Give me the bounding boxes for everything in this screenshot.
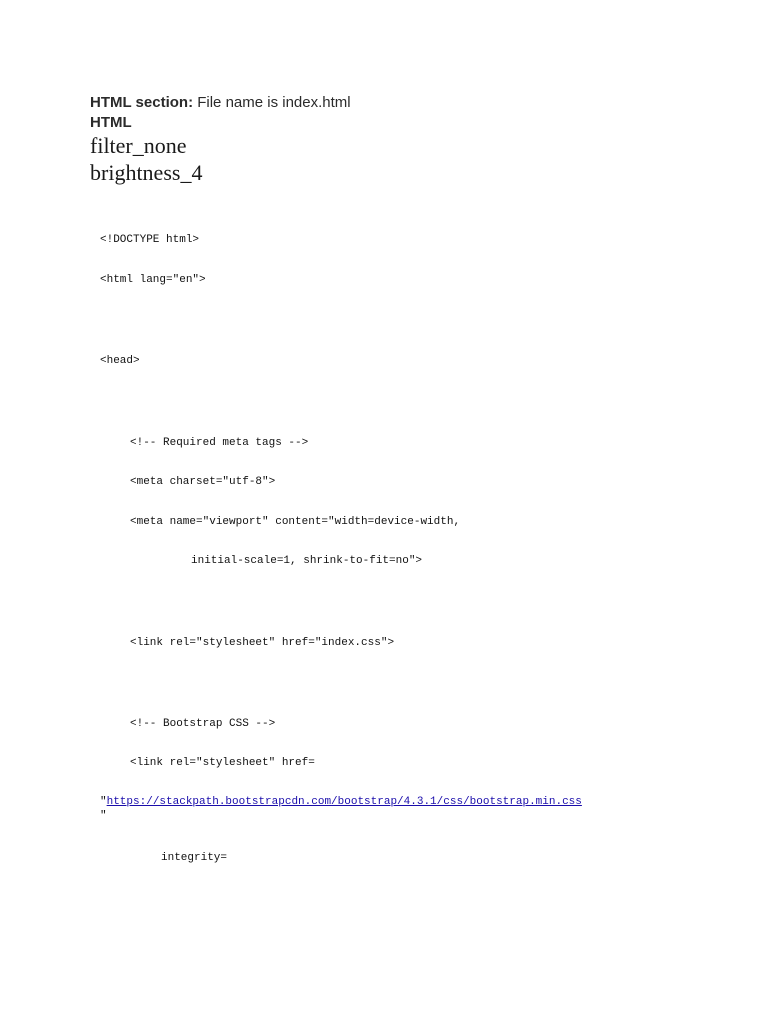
- section-filename-text: File name is index.html: [193, 94, 351, 111]
- code-line: <link rel="stylesheet" href=: [130, 757, 315, 769]
- code-line: <!-- Required meta tags -->: [130, 437, 309, 449]
- code-line: <link rel="stylesheet" href="index.css">: [130, 637, 395, 649]
- section-heading: [90, 94, 351, 112]
- code-line: <meta name="viewport" content="width=device-width,: [130, 516, 461, 528]
- code-line: <html lang="en">: [100, 274, 206, 286]
- code-line: <meta charset="utf-8">: [130, 476, 276, 488]
- code-line-link: [100, 795, 582, 809]
- code-line: integrity=: [161, 852, 228, 864]
- code-line: <!-- Bootstrap CSS -->: [130, 718, 276, 730]
- quote-close: ": [100, 810, 107, 822]
- code-line: <head>: [100, 355, 140, 367]
- brightness-4-icon[interactable]: brightness_4: [90, 160, 203, 185]
- code-line: initial-scale=1, shrink-to-fit=no">: [191, 555, 423, 567]
- filter-none-icon[interactable]: filter_none: [90, 133, 187, 158]
- language-label: HTML: [90, 114, 132, 131]
- section-label: HTML section:: [90, 94, 194, 111]
- code-line: <!DOCTYPE html>: [100, 234, 200, 246]
- bootstrap-css-link[interactable]: https://stackpath.bootstrapcdn.com/bootstrap/4.3.1/css/bootstrap.min.css: [106, 796, 582, 808]
- quote-open: ": [100, 796, 107, 808]
